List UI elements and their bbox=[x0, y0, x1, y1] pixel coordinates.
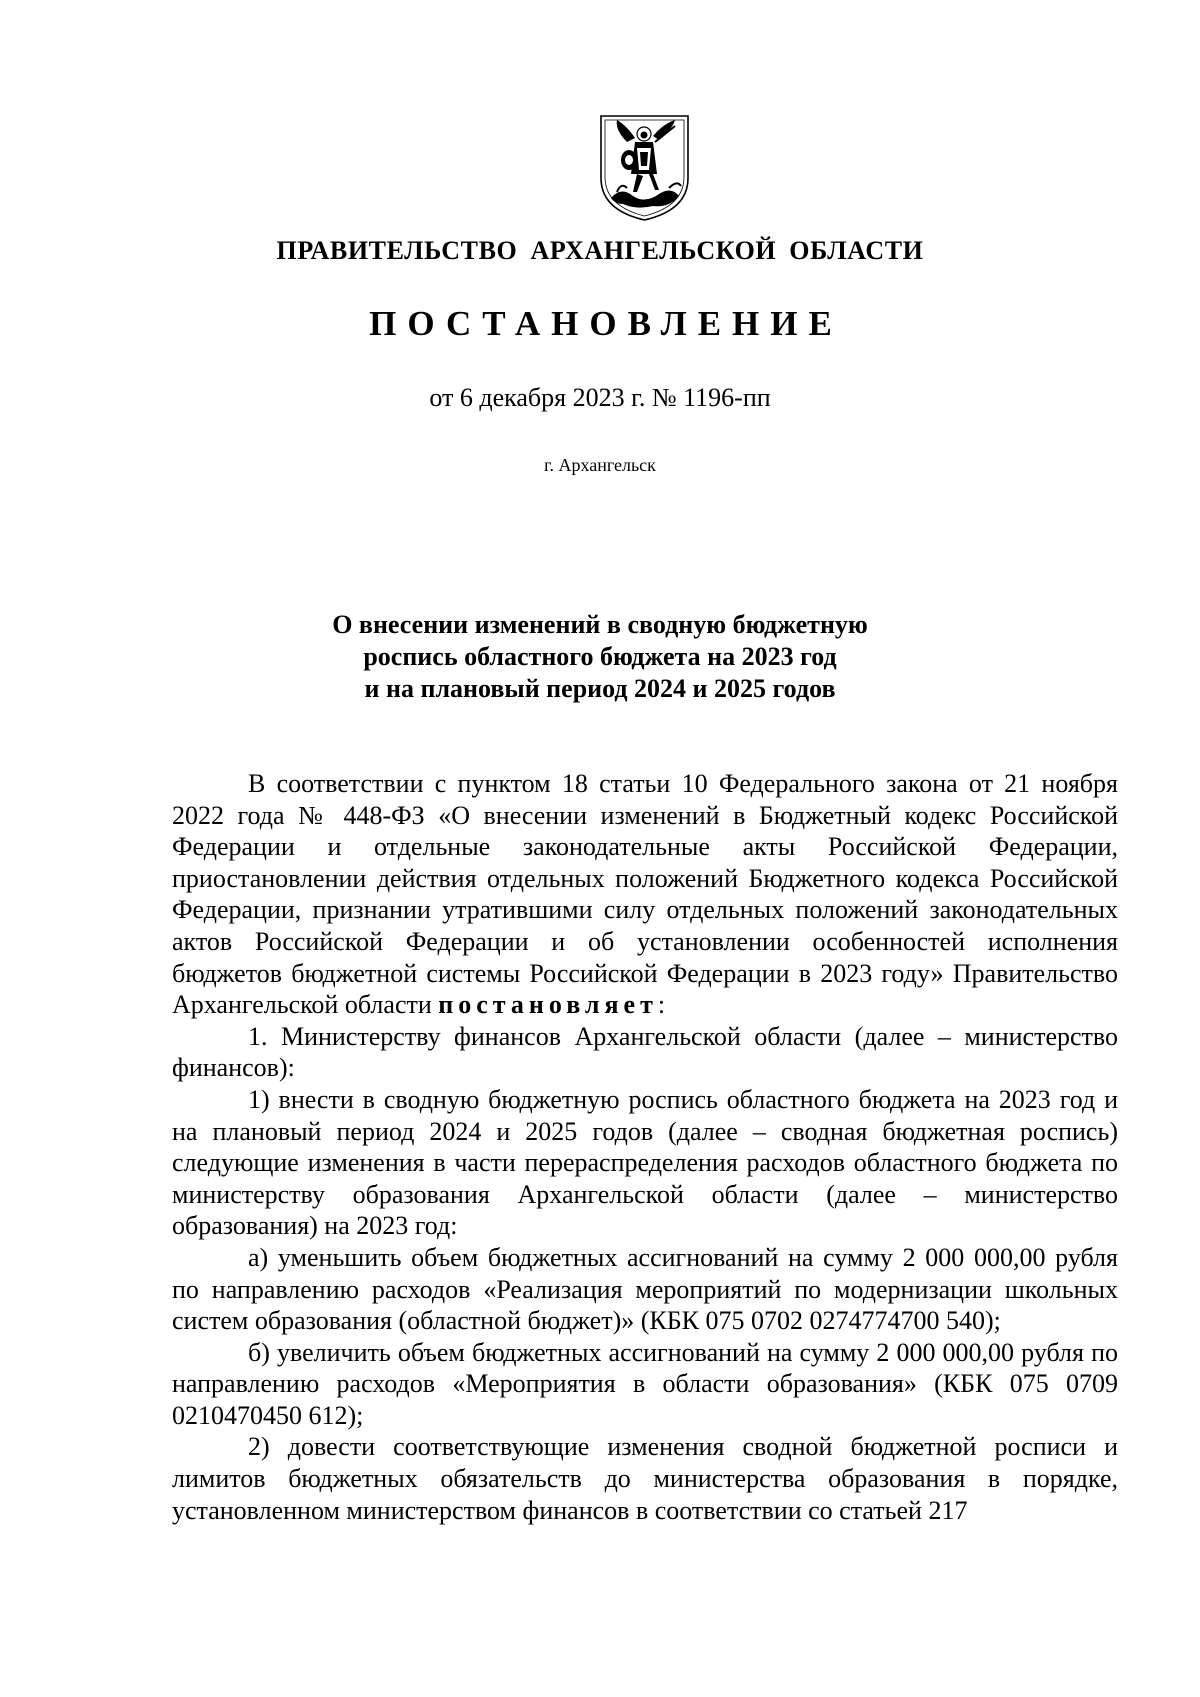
title-line-1: О внесении изменений в сводную бюджетную bbox=[332, 610, 868, 639]
document-city: г. Архангельск bbox=[544, 455, 656, 475]
resolves-colon: : bbox=[657, 990, 666, 1020]
title-line-3: и на плановый период 2024 и 2025 годов bbox=[364, 674, 836, 703]
item-1-1-b: б) увеличить объем бюджетных ассигнований на сумму 2 000 000,00 рубля по направлению расходов «Мероприятия в области образования» (КБК 075 0709 0210470450 612); bbox=[172, 1337, 1118, 1430]
document-type: ПОСТАНОВЛЕНИЕ bbox=[369, 304, 843, 343]
document-date-number: от 6 декабря 2023 г. № 1196-пп bbox=[429, 383, 771, 412]
item-1-2: 2) довести соответствующие изменения сводной бюджетной росписи и лимитов бюджетных обязательств до министерства образования в порядке, установленном министерством финансов в соответствии со статьей 217 bbox=[172, 1432, 1118, 1525]
organization-name: ПРАВИТЕЛЬСТВО АРХАНГЕЛЬСКОЙ ОБЛАСТИ bbox=[276, 236, 924, 265]
item-1-1-a: а) уменьшить объем бюджетных ассигнований на сумму 2 000 000,00 рубля по направлению расходов «Реализация мероприятий по модернизации школьных систем образования (областной бюджет)» (КБК 075 0702 0274774700 540); bbox=[172, 1242, 1118, 1336]
preamble-text: В соответствии с пунктом 18 статьи 10 Федерального закона от 21 ноября 2022 года № 448-ФЗ «О внесении изменений в Бюджетный кодекс Российской Федерации и отдельные законодательные акты Российской Федерации, приостановлении действия отдельных положений Бюджетного кодекса Российской Федерации, признании утратившими силу отдельных положений законодательных актов Российской Федерации и об установлении особенностей исполнения бюджетов бюджетной системы Российской Федерации в 2023 году» Правительство Архангельской области bbox=[172, 769, 1118, 1020]
archangel-coat-of-arms-icon bbox=[597, 112, 692, 224]
item-1-1: 1) внести в сводную бюджетную роспись областного бюджета на 2023 год и на плановый период 2024 и 2025 годов (далее – сводная бюджетная роспись) следующие изменения в части перераспределения расходов областного бюджета по министерству образования Архангельской области (далее – министерство образования) на 2023 год: bbox=[172, 1084, 1118, 1241]
item-1: 1. Министерству финансов Архангельской области (далее – министерство финансов): bbox=[172, 1021, 1118, 1083]
resolves-word: постановляет bbox=[438, 990, 658, 1020]
document-title bbox=[0, 609, 1200, 705]
title-line-2: роспись областного бюджета на 2023 год bbox=[363, 642, 837, 671]
preamble-paragraph bbox=[172, 768, 1118, 1021]
document-body bbox=[172, 768, 1118, 1526]
